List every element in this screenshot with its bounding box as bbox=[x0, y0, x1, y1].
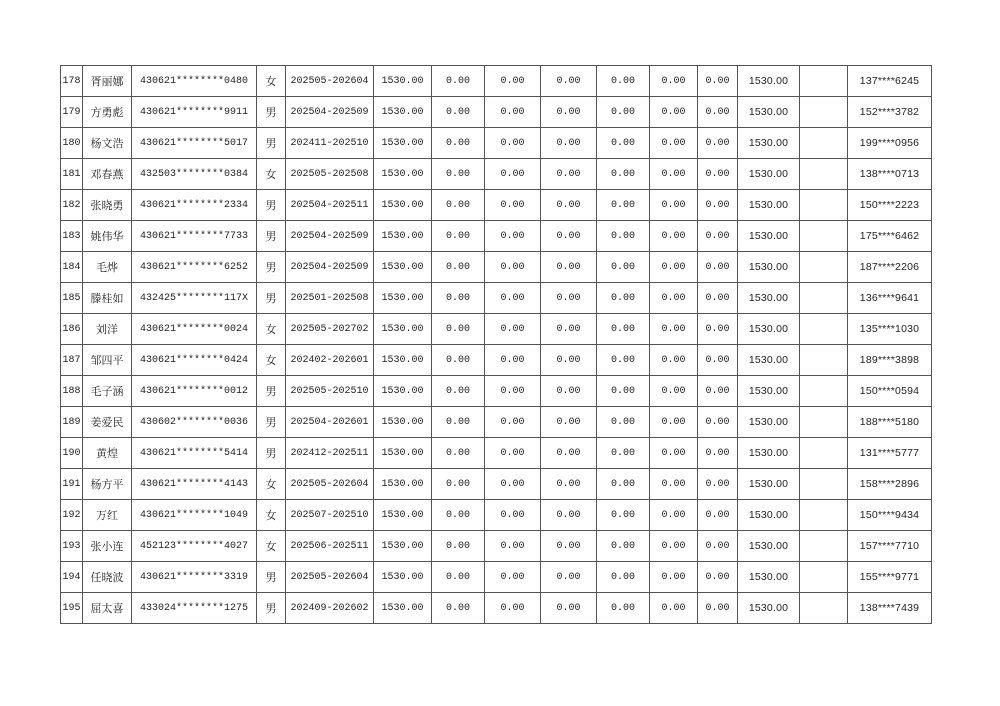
id-number-cell: 432503********0384 bbox=[132, 159, 257, 190]
value-cell-3: 0.00 bbox=[541, 469, 597, 500]
table-row bbox=[61, 283, 932, 314]
gender-cell: 女 bbox=[257, 345, 286, 376]
note-cell bbox=[800, 128, 848, 159]
period-cell: 202409-202602 bbox=[286, 593, 374, 624]
id-number-cell: 430621********1049 bbox=[132, 500, 257, 531]
value-cell-2: 0.00 bbox=[485, 345, 541, 376]
gender-cell: 女 bbox=[257, 159, 286, 190]
row-number-cell: 193 bbox=[61, 531, 83, 562]
period-cell: 202501-202508 bbox=[286, 283, 374, 314]
value-cell-3: 0.00 bbox=[541, 500, 597, 531]
note-cell bbox=[800, 531, 848, 562]
name-cell: 姚伟华 bbox=[83, 221, 132, 252]
total-cell: 1530.00 bbox=[738, 283, 800, 314]
amount-cell: 1530.00 bbox=[374, 531, 432, 562]
value-cell-1: 0.00 bbox=[432, 190, 485, 221]
value-cell-1: 0.00 bbox=[432, 469, 485, 500]
value-cell-2: 0.00 bbox=[485, 221, 541, 252]
amount-cell: 1530.00 bbox=[374, 562, 432, 593]
gender-cell: 男 bbox=[257, 376, 286, 407]
value-cell-4: 0.00 bbox=[597, 97, 650, 128]
name-cell: 刘洋 bbox=[83, 314, 132, 345]
name-cell: 任晓波 bbox=[83, 562, 132, 593]
value-cell-4: 0.00 bbox=[597, 469, 650, 500]
total-cell: 1530.00 bbox=[738, 190, 800, 221]
note-cell bbox=[800, 66, 848, 97]
period-cell: 202505-202508 bbox=[286, 159, 374, 190]
amount-cell: 1530.00 bbox=[374, 593, 432, 624]
row-number-cell: 191 bbox=[61, 469, 83, 500]
value-cell-5: 0.00 bbox=[650, 283, 698, 314]
value-cell-1: 0.00 bbox=[432, 500, 485, 531]
period-cell: 202506-202511 bbox=[286, 531, 374, 562]
value-cell-5: 0.00 bbox=[650, 407, 698, 438]
gender-cell: 女 bbox=[257, 500, 286, 531]
total-cell: 1530.00 bbox=[738, 469, 800, 500]
value-cell-5: 0.00 bbox=[650, 500, 698, 531]
phone-cell: 175****6462 bbox=[848, 221, 932, 252]
total-cell: 1530.00 bbox=[738, 500, 800, 531]
period-cell: 202505-202510 bbox=[286, 376, 374, 407]
amount-cell: 1530.00 bbox=[374, 190, 432, 221]
row-number-cell: 189 bbox=[61, 407, 83, 438]
total-cell: 1530.00 bbox=[738, 128, 800, 159]
value-cell-3: 0.00 bbox=[541, 593, 597, 624]
value-cell-1: 0.00 bbox=[432, 97, 485, 128]
note-cell bbox=[800, 593, 848, 624]
note-cell bbox=[800, 407, 848, 438]
amount-cell: 1530.00 bbox=[374, 66, 432, 97]
value-cell-5: 0.00 bbox=[650, 562, 698, 593]
id-number-cell: 430621********5414 bbox=[132, 438, 257, 469]
value-cell-1: 0.00 bbox=[432, 252, 485, 283]
total-cell: 1530.00 bbox=[738, 66, 800, 97]
value-cell-4: 0.00 bbox=[597, 128, 650, 159]
name-cell: 滕桂如 bbox=[83, 283, 132, 314]
amount-cell: 1530.00 bbox=[374, 159, 432, 190]
amount-cell: 1530.00 bbox=[374, 376, 432, 407]
phone-cell: 131****5777 bbox=[848, 438, 932, 469]
value-cell-5: 0.00 bbox=[650, 221, 698, 252]
total-cell: 1530.00 bbox=[738, 97, 800, 128]
value-cell-4: 0.00 bbox=[597, 593, 650, 624]
total-cell: 1530.00 bbox=[738, 314, 800, 345]
table-row bbox=[61, 190, 932, 221]
total-cell: 1530.00 bbox=[738, 159, 800, 190]
id-number-cell: 430621********2334 bbox=[132, 190, 257, 221]
amount-cell: 1530.00 bbox=[374, 438, 432, 469]
table-row bbox=[61, 252, 932, 283]
value-cell-1: 0.00 bbox=[432, 562, 485, 593]
id-number-cell: 433024********1275 bbox=[132, 593, 257, 624]
value-cell-2: 0.00 bbox=[485, 97, 541, 128]
value-cell-4: 0.00 bbox=[597, 66, 650, 97]
value-cell-5: 0.00 bbox=[650, 593, 698, 624]
phone-cell: 152****3782 bbox=[848, 97, 932, 128]
value-cell-4: 0.00 bbox=[597, 531, 650, 562]
id-number-cell: 430621********4143 bbox=[132, 469, 257, 500]
row-number-cell: 190 bbox=[61, 438, 83, 469]
value-cell-2: 0.00 bbox=[485, 128, 541, 159]
total-cell: 1530.00 bbox=[738, 376, 800, 407]
note-cell bbox=[800, 500, 848, 531]
value-cell-5: 0.00 bbox=[650, 159, 698, 190]
phone-cell: 136****9641 bbox=[848, 283, 932, 314]
period-cell: 202412-202511 bbox=[286, 438, 374, 469]
value-cell-6: 0.00 bbox=[698, 190, 738, 221]
amount-cell: 1530.00 bbox=[374, 500, 432, 531]
value-cell-1: 0.00 bbox=[432, 376, 485, 407]
value-cell-1: 0.00 bbox=[432, 593, 485, 624]
row-number-cell: 194 bbox=[61, 562, 83, 593]
total-cell: 1530.00 bbox=[738, 221, 800, 252]
table-row bbox=[61, 128, 932, 159]
amount-cell: 1530.00 bbox=[374, 283, 432, 314]
gender-cell: 男 bbox=[257, 128, 286, 159]
value-cell-3: 0.00 bbox=[541, 407, 597, 438]
value-cell-6: 0.00 bbox=[698, 500, 738, 531]
row-number-cell: 181 bbox=[61, 159, 83, 190]
value-cell-5: 0.00 bbox=[650, 531, 698, 562]
value-cell-2: 0.00 bbox=[485, 469, 541, 500]
row-number-cell: 187 bbox=[61, 345, 83, 376]
value-cell-6: 0.00 bbox=[698, 469, 738, 500]
note-cell bbox=[800, 97, 848, 128]
value-cell-6: 0.00 bbox=[698, 97, 738, 128]
value-cell-2: 0.00 bbox=[485, 593, 541, 624]
amount-cell: 1530.00 bbox=[374, 314, 432, 345]
value-cell-4: 0.00 bbox=[597, 562, 650, 593]
id-number-cell: 430621********3319 bbox=[132, 562, 257, 593]
value-cell-5: 0.00 bbox=[650, 66, 698, 97]
row-number-cell: 180 bbox=[61, 128, 83, 159]
phone-cell: 157****7710 bbox=[848, 531, 932, 562]
value-cell-4: 0.00 bbox=[597, 159, 650, 190]
period-cell: 202505-202604 bbox=[286, 469, 374, 500]
value-cell-1: 0.00 bbox=[432, 438, 485, 469]
amount-cell: 1530.00 bbox=[374, 221, 432, 252]
table-row bbox=[61, 66, 932, 97]
name-cell: 毛子涵 bbox=[83, 376, 132, 407]
gender-cell: 男 bbox=[257, 562, 286, 593]
table-row bbox=[61, 407, 932, 438]
total-cell: 1530.00 bbox=[738, 562, 800, 593]
value-cell-2: 0.00 bbox=[485, 190, 541, 221]
table-row bbox=[61, 562, 932, 593]
period-cell: 202402-202601 bbox=[286, 345, 374, 376]
name-cell: 万红 bbox=[83, 500, 132, 531]
row-number-cell: 195 bbox=[61, 593, 83, 624]
row-number-cell: 183 bbox=[61, 221, 83, 252]
gender-cell: 男 bbox=[257, 190, 286, 221]
value-cell-3: 0.00 bbox=[541, 159, 597, 190]
total-cell: 1530.00 bbox=[738, 531, 800, 562]
value-cell-5: 0.00 bbox=[650, 345, 698, 376]
value-cell-6: 0.00 bbox=[698, 407, 738, 438]
name-cell: 张小连 bbox=[83, 531, 132, 562]
period-cell: 202504-202601 bbox=[286, 407, 374, 438]
phone-cell: 199****0956 bbox=[848, 128, 932, 159]
gender-cell: 女 bbox=[257, 531, 286, 562]
value-cell-6: 0.00 bbox=[698, 562, 738, 593]
id-number-cell: 430602********0036 bbox=[132, 407, 257, 438]
value-cell-3: 0.00 bbox=[541, 438, 597, 469]
value-cell-4: 0.00 bbox=[597, 190, 650, 221]
period-cell: 202504-202509 bbox=[286, 97, 374, 128]
value-cell-2: 0.00 bbox=[485, 500, 541, 531]
name-cell: 方勇彪 bbox=[83, 97, 132, 128]
name-cell: 邹四平 bbox=[83, 345, 132, 376]
value-cell-6: 0.00 bbox=[698, 252, 738, 283]
row-number-cell: 179 bbox=[61, 97, 83, 128]
period-cell: 202505-202604 bbox=[286, 562, 374, 593]
value-cell-2: 0.00 bbox=[485, 159, 541, 190]
value-cell-2: 0.00 bbox=[485, 376, 541, 407]
table-row bbox=[61, 438, 932, 469]
id-number-cell: 452123********4027 bbox=[132, 531, 257, 562]
table-row bbox=[61, 531, 932, 562]
value-cell-1: 0.00 bbox=[432, 531, 485, 562]
value-cell-1: 0.00 bbox=[432, 66, 485, 97]
value-cell-6: 0.00 bbox=[698, 376, 738, 407]
value-cell-3: 0.00 bbox=[541, 376, 597, 407]
name-cell: 屈太喜 bbox=[83, 593, 132, 624]
id-number-cell: 432425********117X bbox=[132, 283, 257, 314]
value-cell-3: 0.00 bbox=[541, 221, 597, 252]
id-number-cell: 430621********0012 bbox=[132, 376, 257, 407]
value-cell-5: 0.00 bbox=[650, 376, 698, 407]
value-cell-2: 0.00 bbox=[485, 252, 541, 283]
period-cell: 202411-202510 bbox=[286, 128, 374, 159]
period-cell: 202504-202511 bbox=[286, 190, 374, 221]
table-row bbox=[61, 593, 932, 624]
value-cell-1: 0.00 bbox=[432, 407, 485, 438]
value-cell-4: 0.00 bbox=[597, 314, 650, 345]
value-cell-2: 0.00 bbox=[485, 283, 541, 314]
phone-cell: 187****2206 bbox=[848, 252, 932, 283]
amount-cell: 1530.00 bbox=[374, 97, 432, 128]
value-cell-4: 0.00 bbox=[597, 252, 650, 283]
gender-cell: 女 bbox=[257, 469, 286, 500]
value-cell-5: 0.00 bbox=[650, 314, 698, 345]
table-row bbox=[61, 500, 932, 531]
value-cell-4: 0.00 bbox=[597, 500, 650, 531]
gender-cell: 女 bbox=[257, 314, 286, 345]
value-cell-1: 0.00 bbox=[432, 128, 485, 159]
gender-cell: 男 bbox=[257, 407, 286, 438]
gender-cell: 男 bbox=[257, 97, 286, 128]
row-number-cell: 184 bbox=[61, 252, 83, 283]
period-cell: 202505-202702 bbox=[286, 314, 374, 345]
name-cell: 杨方平 bbox=[83, 469, 132, 500]
value-cell-6: 0.00 bbox=[698, 345, 738, 376]
value-cell-6: 0.00 bbox=[698, 128, 738, 159]
value-cell-1: 0.00 bbox=[432, 314, 485, 345]
row-number-cell: 188 bbox=[61, 376, 83, 407]
value-cell-4: 0.00 bbox=[597, 221, 650, 252]
note-cell bbox=[800, 159, 848, 190]
value-cell-4: 0.00 bbox=[597, 438, 650, 469]
value-cell-6: 0.00 bbox=[698, 438, 738, 469]
gender-cell: 男 bbox=[257, 252, 286, 283]
value-cell-4: 0.00 bbox=[597, 345, 650, 376]
name-cell: 邓春燕 bbox=[83, 159, 132, 190]
note-cell bbox=[800, 314, 848, 345]
amount-cell: 1530.00 bbox=[374, 407, 432, 438]
table-row bbox=[61, 376, 932, 407]
value-cell-5: 0.00 bbox=[650, 438, 698, 469]
amount-cell: 1530.00 bbox=[374, 469, 432, 500]
phone-cell: 138****7439 bbox=[848, 593, 932, 624]
value-cell-4: 0.00 bbox=[597, 283, 650, 314]
phone-cell: 138****0713 bbox=[848, 159, 932, 190]
id-number-cell: 430621********0024 bbox=[132, 314, 257, 345]
note-cell bbox=[800, 221, 848, 252]
period-cell: 202504-202509 bbox=[286, 252, 374, 283]
row-number-cell: 182 bbox=[61, 190, 83, 221]
gender-cell: 男 bbox=[257, 593, 286, 624]
total-cell: 1530.00 bbox=[738, 407, 800, 438]
value-cell-6: 0.00 bbox=[698, 593, 738, 624]
total-cell: 1530.00 bbox=[738, 438, 800, 469]
value-cell-1: 0.00 bbox=[432, 221, 485, 252]
table-row bbox=[61, 97, 932, 128]
note-cell bbox=[800, 376, 848, 407]
table-row bbox=[61, 314, 932, 345]
table-row bbox=[61, 345, 932, 376]
value-cell-1: 0.00 bbox=[432, 159, 485, 190]
value-cell-1: 0.00 bbox=[432, 283, 485, 314]
gender-cell: 男 bbox=[257, 221, 286, 252]
value-cell-2: 0.00 bbox=[485, 66, 541, 97]
name-cell: 毛烨 bbox=[83, 252, 132, 283]
row-number-cell: 185 bbox=[61, 283, 83, 314]
table-row bbox=[61, 469, 932, 500]
note-cell bbox=[800, 438, 848, 469]
note-cell bbox=[800, 469, 848, 500]
id-number-cell: 430621********5017 bbox=[132, 128, 257, 159]
value-cell-2: 0.00 bbox=[485, 531, 541, 562]
value-cell-2: 0.00 bbox=[485, 314, 541, 345]
value-cell-6: 0.00 bbox=[698, 314, 738, 345]
id-number-cell: 430621********6252 bbox=[132, 252, 257, 283]
roster-body bbox=[61, 66, 932, 624]
value-cell-3: 0.00 bbox=[541, 531, 597, 562]
value-cell-3: 0.00 bbox=[541, 345, 597, 376]
value-cell-6: 0.00 bbox=[698, 221, 738, 252]
name-cell: 胥丽娜 bbox=[83, 66, 132, 97]
id-number-cell: 430621********9911 bbox=[132, 97, 257, 128]
table-row bbox=[61, 221, 932, 252]
note-cell bbox=[800, 252, 848, 283]
phone-cell: 150****9434 bbox=[848, 500, 932, 531]
phone-cell: 150****0594 bbox=[848, 376, 932, 407]
value-cell-2: 0.00 bbox=[485, 562, 541, 593]
note-cell bbox=[800, 283, 848, 314]
table-row bbox=[61, 159, 932, 190]
value-cell-3: 0.00 bbox=[541, 190, 597, 221]
name-cell: 黄煌 bbox=[83, 438, 132, 469]
note-cell bbox=[800, 562, 848, 593]
phone-cell: 189****3898 bbox=[848, 345, 932, 376]
id-number-cell: 430621********0480 bbox=[132, 66, 257, 97]
gender-cell: 男 bbox=[257, 283, 286, 314]
row-number-cell: 186 bbox=[61, 314, 83, 345]
amount-cell: 1530.00 bbox=[374, 252, 432, 283]
value-cell-6: 0.00 bbox=[698, 159, 738, 190]
name-cell: 姜爱民 bbox=[83, 407, 132, 438]
value-cell-5: 0.00 bbox=[650, 190, 698, 221]
value-cell-3: 0.00 bbox=[541, 314, 597, 345]
value-cell-6: 0.00 bbox=[698, 283, 738, 314]
phone-cell: 137****6245 bbox=[848, 66, 932, 97]
name-cell: 杨文浩 bbox=[83, 128, 132, 159]
gender-cell: 男 bbox=[257, 438, 286, 469]
value-cell-3: 0.00 bbox=[541, 128, 597, 159]
amount-cell: 1530.00 bbox=[374, 128, 432, 159]
phone-cell: 150****2223 bbox=[848, 190, 932, 221]
period-cell: 202505-202604 bbox=[286, 66, 374, 97]
total-cell: 1530.00 bbox=[738, 345, 800, 376]
value-cell-3: 0.00 bbox=[541, 283, 597, 314]
total-cell: 1530.00 bbox=[738, 252, 800, 283]
value-cell-2: 0.00 bbox=[485, 407, 541, 438]
value-cell-3: 0.00 bbox=[541, 562, 597, 593]
value-cell-5: 0.00 bbox=[650, 97, 698, 128]
value-cell-3: 0.00 bbox=[541, 97, 597, 128]
total-cell: 1530.00 bbox=[738, 593, 800, 624]
roster-table bbox=[60, 65, 932, 624]
value-cell-4: 0.00 bbox=[597, 407, 650, 438]
name-cell: 张晓勇 bbox=[83, 190, 132, 221]
row-number-cell: 178 bbox=[61, 66, 83, 97]
value-cell-2: 0.00 bbox=[485, 438, 541, 469]
id-number-cell: 430621********7733 bbox=[132, 221, 257, 252]
phone-cell: 188****5180 bbox=[848, 407, 932, 438]
value-cell-5: 0.00 bbox=[650, 469, 698, 500]
value-cell-4: 0.00 bbox=[597, 376, 650, 407]
period-cell: 202504-202509 bbox=[286, 221, 374, 252]
amount-cell: 1530.00 bbox=[374, 345, 432, 376]
phone-cell: 158****2896 bbox=[848, 469, 932, 500]
value-cell-3: 0.00 bbox=[541, 252, 597, 283]
row-number-cell: 192 bbox=[61, 500, 83, 531]
value-cell-5: 0.00 bbox=[650, 252, 698, 283]
value-cell-5: 0.00 bbox=[650, 128, 698, 159]
value-cell-3: 0.00 bbox=[541, 66, 597, 97]
note-cell bbox=[800, 190, 848, 221]
note-cell bbox=[800, 345, 848, 376]
gender-cell: 女 bbox=[257, 66, 286, 97]
id-number-cell: 430621********0424 bbox=[132, 345, 257, 376]
phone-cell: 135****1030 bbox=[848, 314, 932, 345]
value-cell-1: 0.00 bbox=[432, 345, 485, 376]
value-cell-6: 0.00 bbox=[698, 531, 738, 562]
value-cell-6: 0.00 bbox=[698, 66, 738, 97]
period-cell: 202507-202510 bbox=[286, 500, 374, 531]
phone-cell: 155****9771 bbox=[848, 562, 932, 593]
